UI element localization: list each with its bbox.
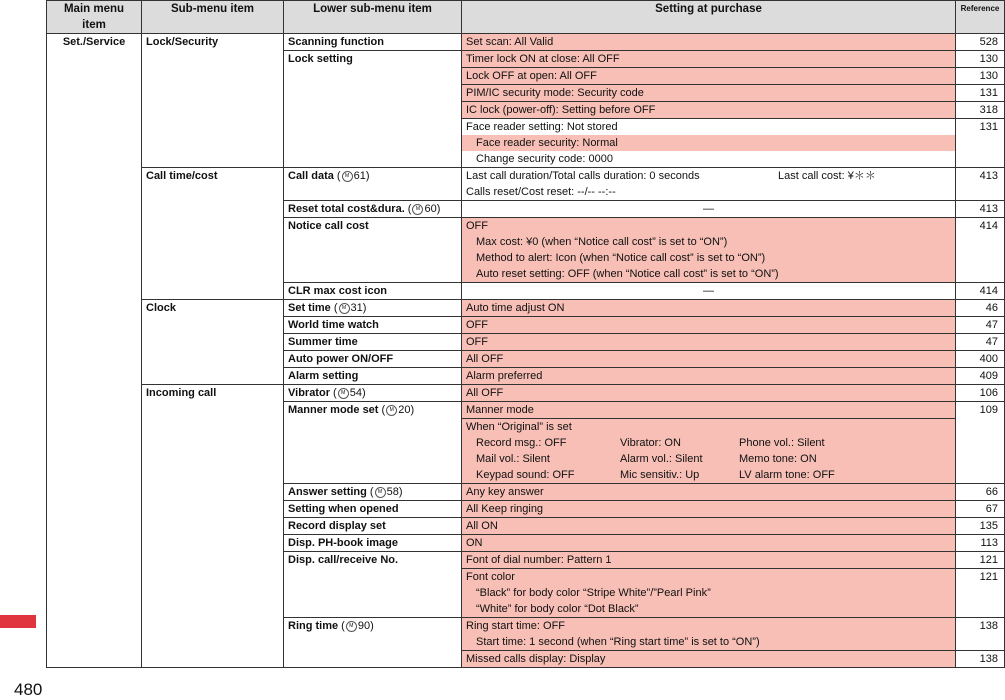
setting-answer: Any key answer <box>462 484 956 501</box>
setting-record: All ON <box>462 518 956 535</box>
lower-reset: Reset total cost&dura. ( M 60) <box>284 201 462 218</box>
setting-dispno: Font of dial number: Pattern 1 <box>462 552 956 569</box>
header-setting: Setting at purchase <box>462 1 956 34</box>
face-reader-security: Face reader security: Normal <box>462 135 955 151</box>
lower-settime: Set time ( M 31) <box>284 300 462 317</box>
lower-manner: Manner mode set ( M 20) <box>284 402 462 484</box>
section-marker <box>0 615 36 628</box>
lower-scan: Scanning function <box>284 34 462 51</box>
lower-vib: Vibrator ( M 54) <box>284 385 462 402</box>
settings-table <box>46 0 1005 668</box>
ref-ring: 138 <box>956 618 1005 651</box>
page-number: 480 <box>14 680 43 699</box>
setting-manner: Manner mode <box>462 402 956 419</box>
lower-lock: Lock setting <box>284 51 462 168</box>
setting-lock4: IC lock (power-off): Setting before OFF <box>462 102 956 119</box>
ref-record: 135 <box>956 518 1005 535</box>
ref-lock4: 318 <box>956 102 1005 119</box>
lower-dispno: Disp. call/receive No. <box>284 552 462 618</box>
setting-lock3: PIM/IC security mode: Security code <box>462 85 956 102</box>
table-row <box>47 168 1005 201</box>
ref-vib: 106 <box>956 385 1005 402</box>
ref-clr: 414 <box>956 283 1005 300</box>
lower-ring: Ring time ( M 90) <box>284 618 462 668</box>
lower-notice: Notice call cost <box>284 218 462 283</box>
ref-reset: 413 <box>956 201 1005 218</box>
setting-original: When “Original” is set Record msg.: OFF Vibrator: ON Phone vol.: Silent Mail vol.: Silent Alarm vol.: Silent Memo tone: ON Keypad sound: OFF Mic sensitiv.: Up LV alarm tone: OFF <box>462 419 956 484</box>
lower-record: Record display set <box>284 518 462 535</box>
header-lower: Lower sub-menu item <box>284 1 462 34</box>
face-reader-setting: Face reader setting: Not stored <box>466 121 618 133</box>
lower-answer: Answer setting ( M 58) <box>284 484 462 501</box>
lower-summer: Summer time <box>284 334 462 351</box>
setting-settime: Auto time adjust ON <box>462 300 956 317</box>
ref-autopower: 400 <box>956 351 1005 368</box>
lower-opened: Setting when opened <box>284 501 462 518</box>
menu-icon: M <box>342 171 353 182</box>
setting-phbook: ON <box>462 535 956 552</box>
table-header-row <box>47 1 1005 34</box>
setting-clr: — <box>462 283 956 300</box>
ref-lock5: 131 <box>956 119 1005 168</box>
table-row <box>47 385 1005 402</box>
table-row <box>47 300 1005 317</box>
ref-manner: 109 <box>956 402 1005 484</box>
ref-lock2: 130 <box>956 68 1005 85</box>
menu-icon: M <box>339 303 350 314</box>
setting-lock5 <box>462 119 956 168</box>
ref-fontcolor: 121 <box>956 569 1005 618</box>
lower-world: World time watch <box>284 317 462 334</box>
lower-phbook: Disp. PH-book image <box>284 535 462 552</box>
header-ref: Reference <box>956 1 1005 34</box>
setting-fontcolor: Font color “Black” for body color “Stripe White”/”Pearl Pink” “White” for body color “Dot Black” <box>462 569 956 618</box>
setting-ring: Ring start time: OFF Start time: 1 second (when “Ring start time” is set to “ON”) <box>462 618 956 651</box>
setting-calldata: Last call duration/Total calls duration: 0 seconds Last call cost: ¥＊＊ Calls reset/Cost reset: --/-- --:-- <box>462 168 956 201</box>
header-main: Main menu item <box>47 1 142 34</box>
menu-icon: M <box>346 621 357 632</box>
ref-world: 47 <box>956 317 1005 334</box>
ref-missed: 138 <box>956 651 1005 668</box>
ref-lock1: 130 <box>956 51 1005 68</box>
ref-dispno: 121 <box>956 552 1005 569</box>
main-menu-cell: Set./Service <box>47 34 142 668</box>
table-row <box>47 34 1005 51</box>
ref-answer: 66 <box>956 484 1005 501</box>
change-security-code: Change security code: 0000 <box>476 153 613 165</box>
setting-world: OFF <box>462 317 956 334</box>
setting-lock2: Lock OFF at open: All OFF <box>462 68 956 85</box>
setting-autopower: All OFF <box>462 351 956 368</box>
setting-notice: OFF Max cost: ¥0 (when “Notice call cost” is set to “ON”) Method to alert: Icon (when “Notice call cost” is set to “ON”) Auto reset setting: OFF (when “Notice call cost” is set to “ON”) <box>462 218 956 283</box>
setting-missed: Missed calls display: Display <box>462 651 956 668</box>
menu-icon: M <box>412 204 423 215</box>
ref-calldata: 413 <box>956 168 1005 201</box>
ref-scan: 528 <box>956 34 1005 51</box>
sub-menu-incoming: Incoming call <box>142 385 284 668</box>
menu-icon: M <box>386 405 397 416</box>
header-sub: Sub-menu item <box>142 1 284 34</box>
section-title <box>0 140 6 380</box>
setting-summer: OFF <box>462 334 956 351</box>
ref-phbook: 113 <box>956 535 1005 552</box>
sub-menu-clock: Clock <box>142 300 284 385</box>
ref-settime: 46 <box>956 300 1005 317</box>
setting-vib: All OFF <box>462 385 956 402</box>
setting-opened: All Keep ringing <box>462 501 956 518</box>
setting-lock1: Timer lock ON at close: All OFF <box>462 51 956 68</box>
ref-opened: 67 <box>956 501 1005 518</box>
sub-menu-lock: Lock/Security <box>142 34 284 168</box>
section-side-tab <box>0 0 36 628</box>
ref-summer: 47 <box>956 334 1005 351</box>
lower-clr: CLR max cost icon <box>284 283 462 300</box>
sub-menu-call: Call time/cost <box>142 168 284 300</box>
setting-alarm: Alarm preferred <box>462 368 956 385</box>
ref-alarm: 409 <box>956 368 1005 385</box>
lower-autopower: Auto power ON/OFF <box>284 351 462 368</box>
menu-icon: M <box>375 487 386 498</box>
ref-notice: 414 <box>956 218 1005 283</box>
setting-scan: Set scan: All Valid <box>462 34 956 51</box>
setting-reset: — <box>462 201 956 218</box>
lower-calldata: Call data ( M 61) <box>284 168 462 201</box>
lower-alarm: Alarm setting <box>284 368 462 385</box>
menu-icon: M <box>338 388 349 399</box>
ref-lock3: 131 <box>956 85 1005 102</box>
